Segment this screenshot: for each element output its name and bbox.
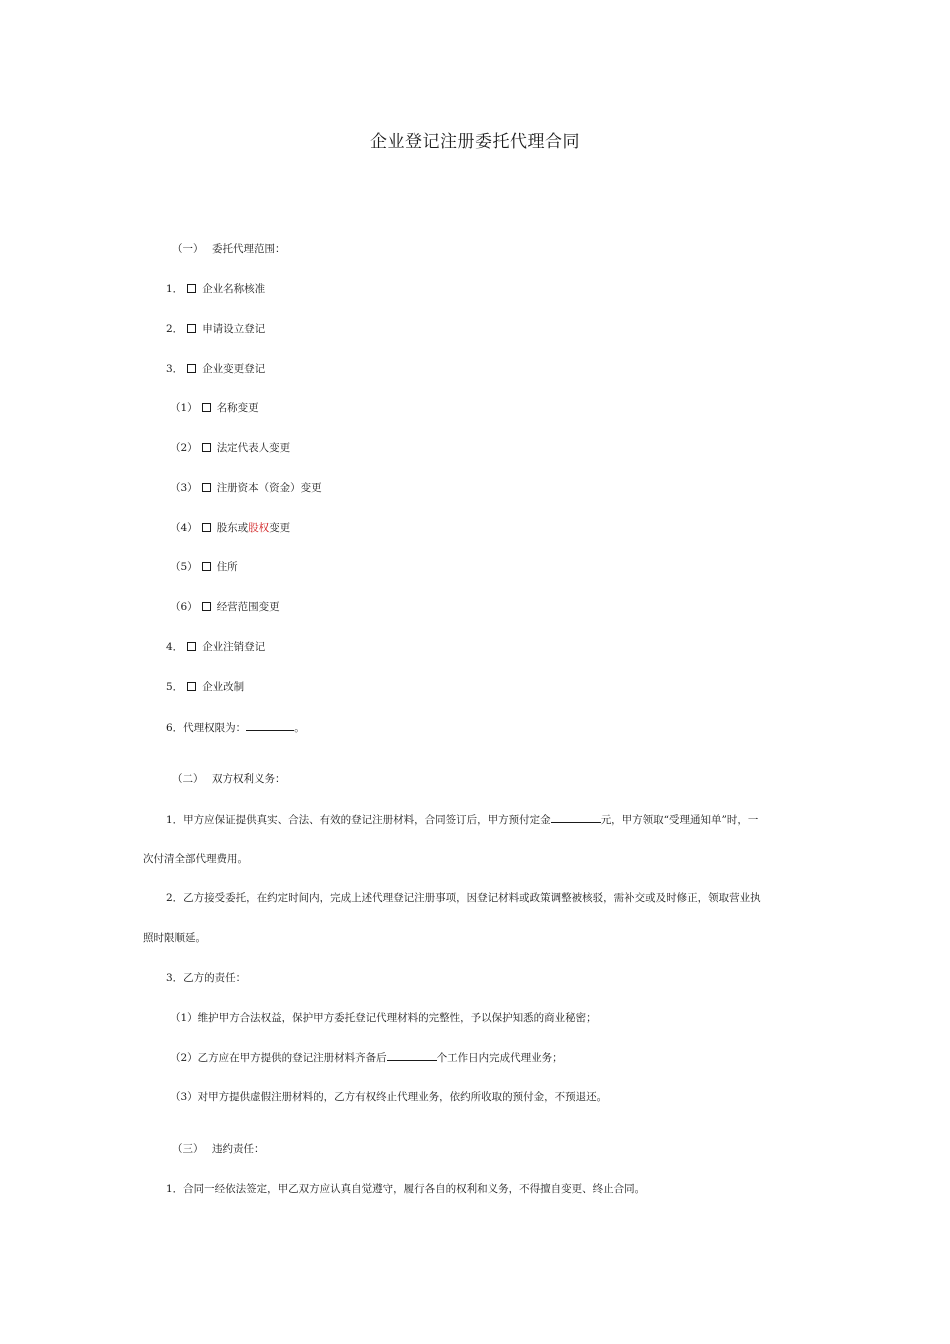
- checkbox-icon: [202, 443, 211, 452]
- checkbox-icon: [202, 523, 211, 532]
- checkbox-icon: [202, 483, 211, 492]
- paragraph: （1）维护甲方合法权益，保护甲方委托登记代理材料的完整性，予以保护知悉的商业秘密；: [170, 1012, 597, 1024]
- blank-line: [551, 812, 601, 823]
- checkbox-icon: [202, 403, 211, 412]
- paragraph: （3）对甲方提供虚假注册材料的，乙方有权终止代理业务，依约所收取的预付金，不预退还。: [170, 1091, 608, 1103]
- paragraph: 1．合同一经依法签定，甲乙双方应认真自觉遵守，履行各自的权利和义务，不得擅自变更、终止合同。: [166, 1183, 646, 1195]
- document-title: 企业登记注册委托代理合同: [370, 132, 580, 152]
- list-item: （1） 名称变更: [170, 402, 259, 414]
- paragraph-continuation: 次付清全部代理费用。: [143, 853, 248, 865]
- list-item: 4． 企业注销登记: [166, 641, 266, 653]
- list-item: （2） 法定代表人变更: [170, 442, 291, 454]
- checkbox-icon: [202, 562, 211, 571]
- list-item: 1． 企业名称核准: [166, 283, 266, 295]
- list-item: （3） 注册资本（资金）变更: [170, 482, 322, 494]
- paragraph: （2）乙方应在甲方提供的登记注册材料齐备后 个工作日内完成代理业务；: [170, 1052, 563, 1064]
- blank-line: [246, 720, 294, 731]
- paragraph: 1．甲方应保证提供真实、合法、有效的登记注册材料，合同签订后，甲方预付定金 元，甲方领取“受理通知单”时，一: [166, 814, 759, 826]
- paragraph: 2．乙方接受委托，在约定时间内，完成上述代理登记注册事项，因登记材料或政策调整被核驳，需补交或及时修正，领取营业执: [166, 892, 761, 904]
- section-2-heading: （二） 双方权利义务：: [172, 773, 286, 785]
- checkbox-icon: [187, 324, 196, 333]
- list-item: （5） 住所: [170, 561, 238, 573]
- blank-line: [387, 1050, 437, 1061]
- highlighted-term: 股权: [248, 522, 270, 534]
- checkbox-icon: [187, 364, 196, 373]
- checkbox-icon: [187, 642, 196, 651]
- list-item: （4） 股东或股权变更: [170, 522, 291, 534]
- list-item: 5． 企业改制: [166, 681, 245, 693]
- list-item: 2． 申请设立登记: [166, 323, 266, 335]
- paragraph-continuation: 照时限顺延。: [143, 932, 206, 944]
- checkbox-icon: [202, 602, 211, 611]
- paragraph: 3．乙方的责任：: [166, 972, 247, 984]
- list-item: （6） 经营范围变更: [170, 601, 280, 613]
- checkbox-icon: [187, 284, 196, 293]
- section-3-heading: （三） 违约责任：: [172, 1143, 265, 1155]
- section-1-heading: （一） 委托代理范围：: [172, 243, 286, 255]
- list-item: 3． 企业变更登记: [166, 363, 266, 375]
- checkbox-icon: [187, 682, 196, 691]
- agency-limit-line: 6．代理权限为： 。: [166, 722, 305, 734]
